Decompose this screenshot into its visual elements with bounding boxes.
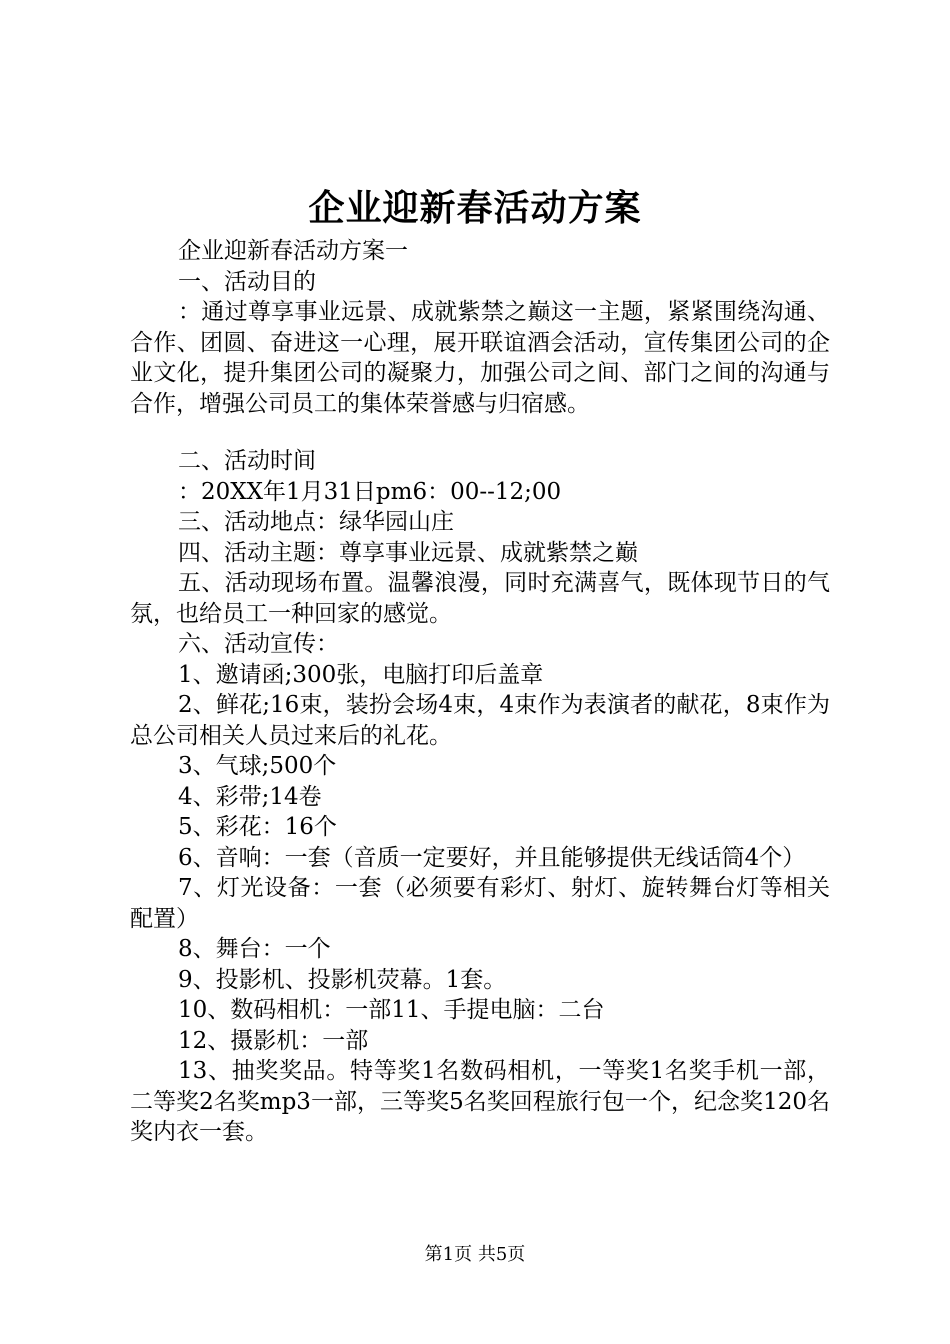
section-heading: 企业迎新春活动方案一 — [178, 238, 408, 264]
list-item: 9、投影机、投影机荧幕。1套。 — [178, 966, 507, 993]
list-item: 13、抽奖奖品。特等奖1名数码相机，一等奖1名奖手机一部，二等奖2名奖mp3一部，三等奖5名奖回程旅行包一个，纪念奖120名奖内衣一套。 — [130, 1058, 830, 1145]
document-title: 企业迎新春活动方案 — [308, 187, 642, 229]
blank-line — [130, 419, 830, 446]
heading-activity-time: 二、活动时间 — [178, 448, 316, 474]
paragraph-activity-time: ：20XX年1月31日pm6：00--12;00 — [178, 478, 562, 505]
list-item: 1、邀请函;300张，电脑打印后盖章 — [178, 661, 544, 688]
list-item: 6、音响：一套（音质一定要好，并且能够提供无线话筒4个） — [178, 844, 806, 871]
list-item: 7、灯光设备：一套（必须要有彩灯、射灯、旋转舞台灯等相关配置） — [130, 875, 830, 932]
paragraph-activity-purpose: ：通过尊享事业远景、成就紫禁之巅这一主题，紧紧围绕沟通、合作、团圆、奋进这一心理，展开联谊酒会活动，宣传集团公司的企业文化，提升集团公司的凝聚力，加强公司之间、部门之间的沟通与合作，增强公司员工的集体荣誉感与归宿感。 — [130, 299, 830, 417]
list-item: 2、鲜花;16束，装扮会场4束，4束作为表演者的献花，8束作为总公司相关人员过来后的礼花。 — [130, 692, 830, 749]
list-item: 5、彩花：16个 — [178, 814, 337, 840]
list-item: 12、摄影机：一部 — [178, 1027, 369, 1054]
document-body — [130, 236, 830, 1148]
list-item: 3、气球;500个 — [178, 753, 337, 779]
paragraph-activity-location: 三、活动地点：绿华园山庄 — [178, 509, 454, 535]
list-item: 4、彩带;14卷 — [178, 783, 322, 810]
list-item: 8、舞台：一个 — [178, 936, 331, 962]
page-footer: 第1页 共5页 — [424, 1244, 526, 1265]
paragraph-activity-theme: 四、活动主题：尊享事业远景、成就紫禁之巅 — [178, 539, 638, 566]
heading-activity-purpose: 一、活动目的 — [178, 268, 316, 295]
paragraph-venue-decoration: 五、活动现场布置。温馨浪漫，同时充满喜气，既体现节日的气氛，也给员工一种回家的感觉。 — [130, 570, 830, 627]
list-item: 10、数码相机：一部11、手提电脑：二台 — [178, 997, 605, 1023]
heading-activity-promotion: 六、活动宣传： — [178, 631, 339, 657]
